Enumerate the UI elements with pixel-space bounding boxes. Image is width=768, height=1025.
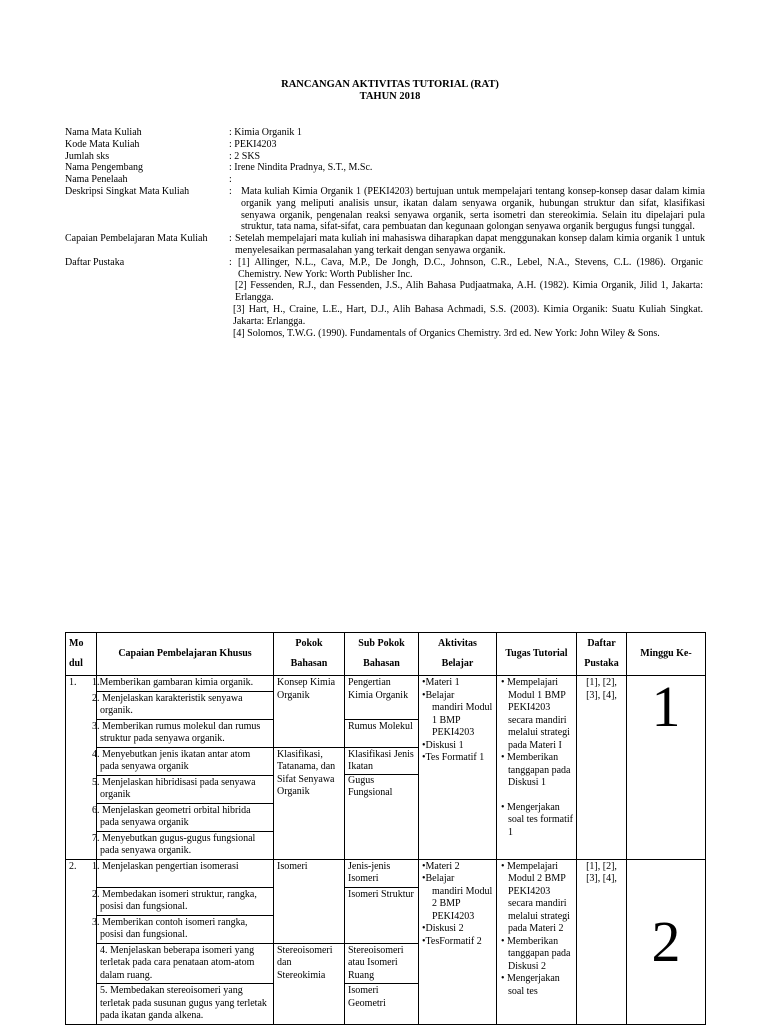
- daftar-pustaka-ref: [1], [2], [3], [4],: [577, 859, 627, 1024]
- aktivitas-belajar: •Materi 1 •Belajar mandiri Modul 1 BMP PEKI4203 •Diskusi 1 •Tes Formatif 1: [419, 676, 497, 860]
- table-header-row: [66, 633, 706, 676]
- capaian-text: Setelah mempelajari mata kuliah ini mahasiswa diharapkan dapat menggunakan konsep dalam kimia organik 1 untuk menyelesaikan permasalahan yang terkait dengan senyawa organik.: [235, 233, 705, 256]
- capaian-item: 5. Membedakan stereoisomeri yang terletak pada susunan gugus yang terletak pada ikatan ganda alkena.: [97, 984, 274, 1025]
- tugas-tutorial: • Mempelajari Modul 2 BMP PEKI4203 secara mandiri melalui strategi pada Materi 2 • Memberikan tanggapan pada Diskusi 2 • Mengerjakan soal tes: [497, 859, 577, 1024]
- description-text: Mata kuliah Kimia Organik 1 (PEKI4203) bertujuan untuk mempelajari tentang konsep-konsep dasar dalam kimia organik yang meliputi analisis unsur, ikatan dalam senyawa organik, hubungan struktur dan sifat, klasifikasi senyawa organik, pengenalan reaksi senyawa organik, serta isometri dan stereokimia. Selain itu dipelajari pula struktur, tata nama, sifat-sifat, cara pembuatan dan kegunaan golongan senyawa organik bergugus fungsi tunggal.: [241, 185, 705, 233]
- colon: :: [229, 185, 232, 197]
- sub-pokok-bahasan: Isomeri Struktur: [345, 887, 419, 943]
- table-row: [66, 676, 706, 692]
- colon: :: [229, 256, 232, 268]
- header-modul: Mo dul: [66, 633, 97, 676]
- info-value: : 2 SKS: [229, 150, 261, 162]
- capaian-item: 1. Menjelaskan pengertian isomerasi: [97, 859, 274, 887]
- reference-item: [2] Fessenden, R.J., dan Fessenden, J.S., Alih Bahasa Pudjaatmaka, A.H. (1982). Kimia Organik, Jilid 1, Jakarta: Erlangga.: [235, 280, 703, 304]
- modul-number: 1.: [66, 676, 97, 860]
- header-tugas: Tugas Tutorial: [497, 633, 577, 676]
- info-label: Nama Pengembang: [65, 162, 144, 174]
- info-value: : Kimia Organik 1: [229, 127, 302, 138]
- week-number: 1: [627, 676, 706, 860]
- info-row-pustaka: [65, 257, 705, 340]
- header-sub-pokok: Sub Pokok Bahasan: [345, 633, 419, 676]
- reference-list: [229, 257, 705, 340]
- capaian-item: 4. Menyebutkan jenis ikatan antar atom pada senyawa organik: [97, 747, 274, 775]
- reference-item: [3] Hart, H., Craine, L.E., Hart, D.J., Alih Bahasa Achmadi, S.S. (2003). Kimia Organik: Suatu Kuliah Singkat. Jakarta: Erlangga.: [233, 303, 703, 327]
- info-row-sks: [65, 151, 705, 163]
- info-label: Nama Mata Kuliah: [65, 127, 142, 138]
- capaian-item: 2. Menjelaskan karakteristik senyawa organik.: [97, 691, 274, 719]
- sub-pokok-bahasan: Pengertian Kimia Organik: [345, 676, 419, 720]
- sub-pokok-bahasan: Isomeri Geometri: [345, 984, 419, 1025]
- info-row-pengembang: [65, 162, 705, 174]
- aktivitas-belajar: •Materi 2 •Belajar mandiri Modul 2 BMP PEKI4203 •Diskusi 2 •TesFormatif 2: [419, 859, 497, 1024]
- capaian-item: 1.Memberikan gambaran kimia organik.: [97, 676, 274, 692]
- info-row-nama-mk: [65, 127, 705, 139]
- sub-pokok-bahasan: Rumus Molekul: [345, 719, 419, 747]
- capaian-item: 5. Menjelaskan hibridisasi pada senyawa organik: [97, 775, 274, 803]
- document-year: TAHUN 2018: [359, 91, 421, 102]
- info-value: [229, 233, 705, 257]
- info-row-capaian: [65, 233, 705, 257]
- capaian-item: 3. Memberikan contoh isomeri rangka, posisi dan fungsional.: [97, 915, 274, 943]
- table-row: [66, 859, 706, 887]
- info-label: Nama Penelaah: [65, 174, 128, 186]
- info-label: Capaian Pembelajaran Mata Kuliah: [65, 233, 208, 245]
- week-number: 2: [627, 859, 706, 1024]
- reference-item: [4] Solomos, T.W.G. (1990). Fundamentals of Organics Chemistry. 3rd ed. New York: John Wiley & Sons.: [233, 327, 660, 339]
- pokok-bahasan: Isomeri: [274, 859, 345, 943]
- daftar-pustaka-ref: [1], [2], [3], [4],: [577, 676, 627, 860]
- tutorial-activity-table: [65, 632, 706, 1025]
- sub-pokok-bahasan: Stereoisomeri atau Isomeri Ruang: [345, 943, 419, 984]
- header-pokok: Pokok Bahasan: [274, 633, 345, 676]
- info-row-penelaah: [65, 174, 705, 186]
- course-info: [65, 127, 705, 339]
- info-label: Kode Mata Kuliah: [65, 138, 140, 150]
- pokok-bahasan: Klasifikasi, Tatanama, dan Sifat Senyawa Organik: [274, 747, 345, 859]
- info-label: Deskripsi Singkat Mata Kuliah: [65, 185, 190, 197]
- modul-number: 2.: [66, 859, 97, 1024]
- info-row-deskripsi: [65, 186, 705, 233]
- info-value: :: [229, 174, 232, 186]
- header-capaian: Capaian Pembelajaran Khusus: [97, 633, 274, 676]
- document-title: RANCANGAN AKTIVITAS TUTORIAL (RAT): [281, 79, 499, 90]
- colon: :: [229, 233, 232, 245]
- info-label: Daftar Pustaka: [65, 256, 125, 268]
- capaian-item: 3. Memberikan rumus molekul dan rumus struktur pada senyawa organik.: [97, 719, 274, 747]
- header-aktivitas: Aktivitas Belajar: [419, 633, 497, 676]
- capaian-item: 6. Menjelaskan geometri orbital hibrida pada senyawa organik: [97, 803, 274, 831]
- sub-pokok-bahasan: Klasifikasi Jenis Ikatan Gugus Fungsional: [345, 747, 419, 859]
- info-row-kode: [65, 139, 705, 151]
- sub-pokok-bahasan: Jenis-jenis Isomeri: [345, 859, 419, 887]
- capaian-item: 2. Membedakan isomeri struktur, rangka, posisi dan fungsional.: [97, 887, 274, 915]
- info-value: : Irene Nindita Pradnya, S.T., M.Sc.: [229, 162, 373, 174]
- pokok-bahasan: Stereoisomeri dan Stereokimia: [274, 943, 345, 1024]
- info-label: Jumlah sks: [65, 150, 110, 162]
- reference-item: [1] Allinger, N.L., Cava, M.P., De Jongh, D.C., Johnson, C.R., Lebel, N.A., Stevens, C.L. (1986). Organic Chemistry. New York: Worth Publisher Inc.: [238, 256, 703, 280]
- header-pustaka: Daftar Pustaka: [577, 633, 627, 676]
- info-value: : PEKI4203: [229, 138, 277, 150]
- header-minggu: Minggu Ke-: [627, 633, 706, 676]
- capaian-item: 7. Menyebutkan gugus-gugus fungsional pada senyawa organik.: [97, 831, 274, 859]
- info-value: [229, 186, 705, 233]
- tugas-tutorial: • Mempelajari Modul 1 BMP PEKI4203 secara mandiri melalui strategi pada Materi I • Memberikan tanggapan pada Diskusi 1 • Mengerjakan soal tes formatif 1: [497, 676, 577, 860]
- pokok-bahasan: Konsep Kimia Organik: [274, 676, 345, 748]
- capaian-item: 4. Menjelaskan beberapa isomeri yang terletak pada cara penataan atom-atom dalam ruang.: [97, 943, 274, 984]
